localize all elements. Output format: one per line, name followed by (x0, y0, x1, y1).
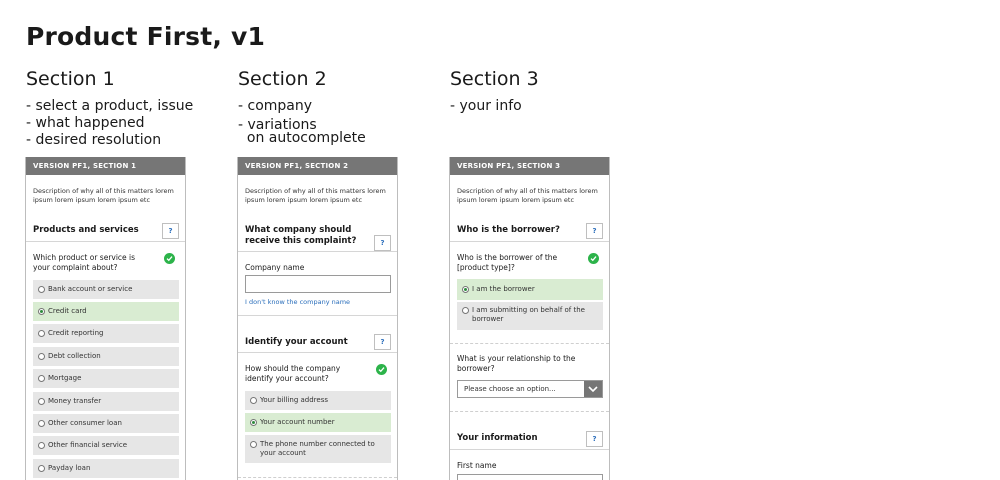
radio-button[interactable] (38, 308, 45, 315)
option-label: Your account number (260, 418, 335, 426)
divider (450, 343, 609, 344)
panel-section-2 (237, 157, 398, 480)
option-money-transfer[interactable] (33, 392, 179, 411)
section-1-note: - desired resolution (26, 132, 162, 148)
radio-button[interactable] (462, 307, 469, 314)
product-question: Which product or service is your complaint about? (33, 253, 136, 272)
select-value: Please choose an option... (464, 385, 556, 393)
panel-header: VERSION PF1, SECTION 3 (450, 157, 609, 175)
option-label: Other consumer loan (48, 419, 122, 427)
help-button[interactable]: ? (162, 223, 179, 239)
info-title: Your information (457, 433, 538, 443)
option-other-financial-service[interactable] (33, 436, 179, 455)
divider (238, 477, 397, 478)
first-name-input[interactable] (457, 474, 603, 480)
help-button[interactable]: ? (374, 334, 391, 350)
option-payday-loan[interactable] (33, 459, 179, 478)
radio-button[interactable] (38, 398, 45, 405)
divider (450, 411, 609, 412)
radio-button[interactable] (38, 420, 45, 427)
help-button[interactable]: ? (586, 223, 603, 239)
divider (238, 352, 397, 353)
option-label: Mortgage (48, 374, 82, 382)
borrower-title: Who is the borrower? (457, 225, 560, 235)
check-icon (588, 253, 599, 264)
identify-question: How should the company identify your account? (245, 364, 341, 383)
option-label: Credit card (48, 307, 87, 315)
borrower-question: Who is the borrower of the [product type]? (457, 253, 558, 272)
panel-description: Description of why all of this matters lorem ipsum lorem ipsum lorem ipsum etc (245, 187, 386, 204)
radio-button[interactable] (38, 330, 45, 337)
relationship-select[interactable] (457, 380, 603, 398)
option-label: The phone number connected to your account (260, 440, 375, 457)
check-icon (164, 253, 175, 264)
option-account-number[interactable] (245, 413, 391, 432)
panel-description: Description of why all of this matters lorem ipsum lorem ipsum lorem ipsum etc (33, 187, 174, 204)
option-label: Bank account or service (48, 285, 133, 293)
option-label: Money transfer (48, 397, 102, 405)
products-title: Products and services (33, 225, 139, 235)
panel-header: VERSION PF1, SECTION 1 (26, 157, 185, 175)
section-2-notes (238, 98, 366, 147)
option-other-consumer-loan[interactable] (33, 414, 179, 433)
page-title: Product First, v1 (26, 22, 266, 51)
option-label: Other financial service (48, 441, 127, 449)
section-2-heading: Section 2 (238, 68, 327, 90)
radio-button[interactable] (38, 465, 45, 472)
section-1-note: - what happened (26, 115, 145, 131)
panel-section-1 (25, 157, 186, 480)
option-on-behalf[interactable] (457, 302, 603, 330)
option-i-am-borrower[interactable] (457, 279, 603, 300)
option-debt-collection[interactable] (33, 347, 179, 366)
radio-button[interactable] (38, 442, 45, 449)
divider (450, 449, 609, 450)
check-icon (376, 364, 387, 375)
company-label: Company name (245, 263, 305, 272)
option-mortgage[interactable] (33, 369, 179, 388)
divider (26, 241, 185, 242)
section-1-notes (26, 98, 193, 149)
divider (238, 315, 397, 316)
section-3-note: - your info (450, 98, 522, 114)
company-name-input[interactable] (245, 275, 391, 293)
radio-button[interactable] (38, 353, 45, 360)
panel-header: VERSION PF1, SECTION 2 (238, 157, 397, 175)
divider (238, 251, 397, 252)
unknown-company-link[interactable]: I don't know the company name (245, 298, 351, 306)
option-credit-reporting[interactable] (33, 324, 179, 343)
radio-button[interactable] (38, 286, 45, 293)
section-2-note: - company (238, 98, 313, 114)
section-1-heading: Section 1 (26, 68, 115, 90)
chevron-down-icon[interactable] (584, 381, 602, 397)
panel-section-3 (449, 157, 610, 480)
radio-button[interactable] (250, 441, 257, 448)
section-1-note: - select a product, issue (26, 98, 194, 114)
radio-button[interactable] (38, 375, 45, 382)
option-label: Credit reporting (48, 329, 104, 337)
option-credit-card[interactable] (33, 302, 179, 321)
first-name-label: First name (457, 461, 497, 470)
help-button[interactable]: ? (586, 431, 603, 447)
relationship-question: What is your relationship to the borrower? (457, 354, 576, 373)
help-button[interactable]: ? (374, 235, 391, 251)
section-3-heading: Section 3 (450, 68, 539, 90)
identify-title: Identify your account (245, 337, 348, 347)
section-3-notes (450, 98, 522, 115)
company-title: What company should receive this complaint? (245, 225, 357, 246)
option-bank-account[interactable] (33, 280, 179, 299)
section-2-note: - variations (238, 117, 317, 133)
section-2-note: on autocomplete (238, 130, 366, 146)
option-label: Payday loan (48, 464, 91, 472)
option-phone-number[interactable] (245, 435, 391, 463)
option-label: I am the borrower (472, 285, 535, 293)
option-label: Your billing address (260, 396, 328, 404)
option-label: I am submitting on behalf of the borrower (472, 306, 585, 323)
radio-button[interactable] (250, 397, 257, 404)
divider (450, 241, 609, 242)
panel-description: Description of why all of this matters lorem ipsum lorem ipsum lorem ipsum etc (457, 187, 598, 204)
radio-button[interactable] (462, 286, 469, 293)
option-label: Debt collection (48, 352, 101, 360)
option-billing-address[interactable] (245, 391, 391, 410)
radio-button[interactable] (250, 419, 257, 426)
